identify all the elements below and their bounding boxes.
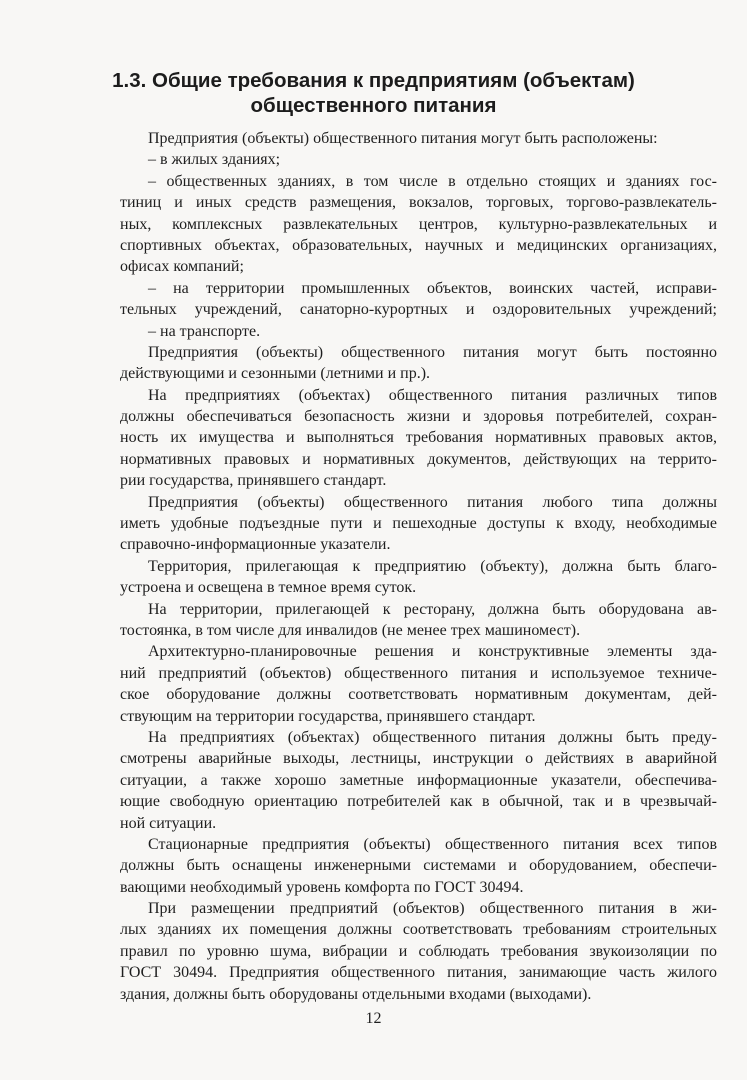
text-line: ность их имущества и выполняться требования нормативных правовых актов,	[120, 429, 717, 447]
text-line: – на транспорте.	[148, 322, 261, 340]
text-line: тостоянка, в том числе для инвалидов (не менее трех машиномест).	[120, 621, 581, 639]
section-heading-line-1: 1.3. Общие требования к предприятиям (объектам)	[112, 69, 635, 92]
text-line: ных, комплексных развлекательных центров, культурно-развлекательных и	[120, 215, 717, 233]
section-heading-line-2: общественного питания	[250, 94, 497, 117]
text-line: На предприятиях (объектах) общественного питания должны быть преду-	[148, 728, 717, 746]
page-number: 12	[365, 1010, 382, 1027]
text-line: ситуации, а также хорошо заметные информационные указатели, обеспечива-	[120, 771, 717, 789]
text-line: устроена и освещена в темное время суток.	[120, 579, 417, 597]
text-line: тельных учреждений, санаторно-курортных и оздоровительных учреждений;	[120, 301, 717, 319]
text-line: Стационарные предприятия (объекты) общественного питания всех типов	[148, 835, 717, 853]
text-line: – общественных зданиях, в том числе в отдельно стоящих и зданиях гос-	[148, 172, 717, 190]
text-line: – на территории промышленных объектов, воинских частей, исправи-	[148, 279, 717, 297]
text-line: смотрены аварийные выходы, лестницы, инструкции о действиях в аварийной	[120, 750, 717, 768]
text-line: справочно-информационные указатели.	[120, 536, 391, 554]
text-line: иметь удобные подъездные пути и пешеходные доступы к входу, необходимые	[120, 515, 717, 533]
text-line: ющие свободную ориентацию потребителей как в обычной, так и в чрезвычай-	[120, 793, 717, 811]
text-line: ское оборудование должны соответствовать нормативным документам, дей-	[120, 686, 717, 704]
text-line: рии государства, принявшего стандарт.	[120, 472, 387, 490]
text-line: действующими и сезонными (летними и пр.).	[120, 365, 431, 383]
text-line: должны быть оснащены инженерными системами и оборудованием, обеспечи-	[120, 857, 717, 875]
text-line: Архитектурно-планировочные решения и конструктивные элементы зда-	[148, 643, 717, 661]
text-line: Предприятия (объекты) общественного питания любого типа должны	[148, 493, 717, 511]
text-line: лых зданиях их помещения должны соответствовать требованиям строительных	[120, 921, 717, 939]
text-line: тиниц и иных средств размещения, вокзалов, торговых, торгово-развлекатель-	[120, 194, 717, 212]
text-line: ствующим на территории государства, принявшего стандарт.	[120, 707, 536, 725]
text-line: здания, должны быть оборудованы отдельными входами (выходами).	[120, 985, 592, 1003]
text-line: ний предприятий (объектов) общественного питания и используемое техниче-	[120, 664, 717, 682]
text-line: – в жилых зданиях;	[148, 151, 281, 169]
text-line: офисах компаний;	[120, 258, 244, 276]
text-line: Предприятия (объекты) общественного питания могут быть постоянно	[148, 343, 717, 361]
body-text	[120, 128, 717, 1005]
text-line: При размещении предприятий (объектов) общественного питания в жи-	[148, 900, 717, 918]
text-line: ГОСТ 30494. Предприятия общественного питания, занимающие часть жилого	[120, 964, 717, 982]
text-line: спортивных объектах, образовательных, научных и медицинских организациях,	[120, 236, 717, 254]
text-line: правил по уровню шума, вибрации и соблюдать требования звукоизоляции по	[120, 942, 717, 960]
text-line: Территория, прилегающая к предприятию (объекту), должна быть благо-	[148, 557, 717, 575]
text-line: вающими необходимый уровень комфорта по ГОСТ 30494.	[120, 878, 524, 896]
text-line: Предприятия (объекты) общественного питания могут быть расположены:	[148, 130, 658, 147]
text-line: На территории, прилегающей к ресторану, должна быть оборудована ав-	[148, 600, 717, 618]
text-line: На предприятиях (объектах) общественного питания различных типов	[148, 386, 717, 404]
section-heading	[60, 68, 687, 118]
text-line: нормативных правовых и нормативных документов, действующих на террито-	[120, 450, 717, 468]
text-line: должны обеспечиваться безопасность жизни и здоровья потребителей, сохран-	[120, 408, 717, 426]
text-line: ной ситуации.	[120, 814, 217, 832]
